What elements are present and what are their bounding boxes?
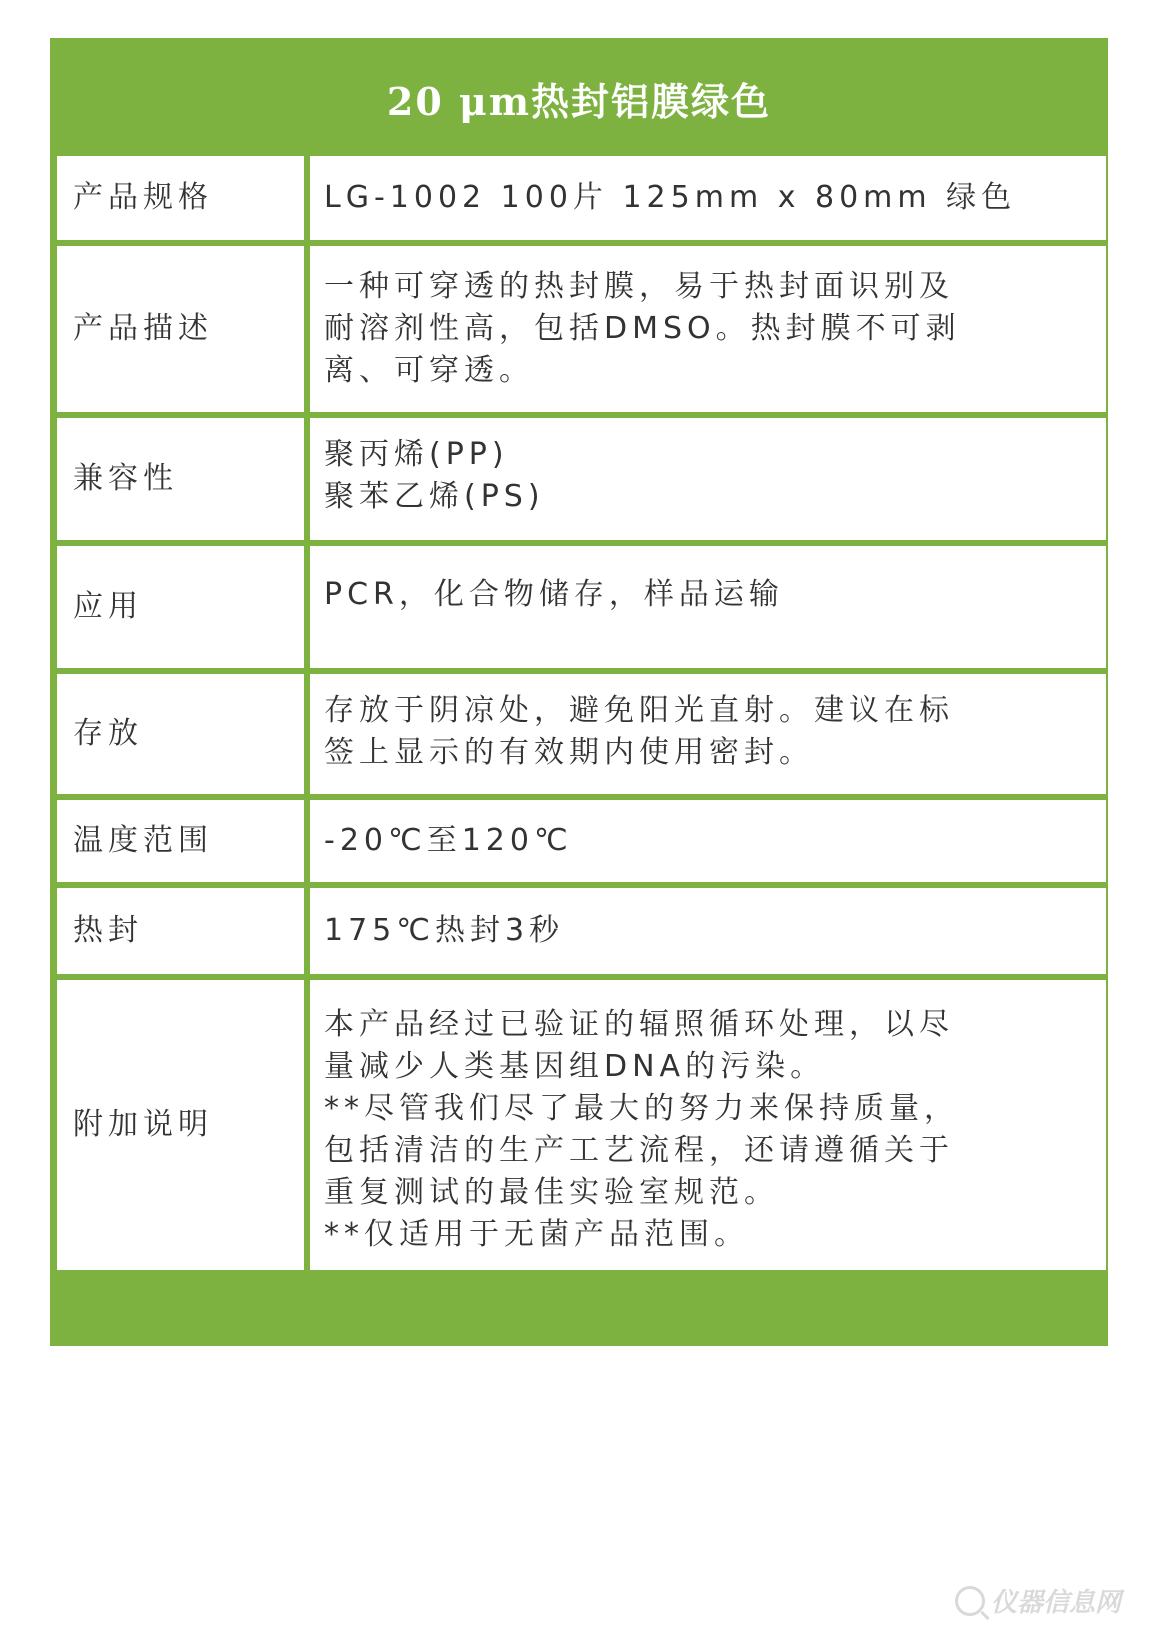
value-description: 一种可穿透的热封膜，易于热封面识别及 耐溶剂性高，包括DMSO。热封膜不可剥 离、可穿透。: [310, 246, 1106, 412]
label-compatibility: 兼容性: [57, 418, 304, 540]
label-notes: 附加说明: [57, 980, 304, 1270]
label-heat-seal: 热封: [57, 888, 304, 974]
label-description: 产品描述: [57, 246, 304, 412]
watermark: [955, 1582, 1121, 1619]
value-temperature: -20℃至120℃: [310, 800, 1106, 882]
label-spec: 产品规格: [57, 156, 304, 240]
value-spec: LG-1002 100片 125mm x 80mm 绿色: [310, 156, 1106, 240]
value-compatibility: 聚丙烯(PP) 聚苯乙烯(PS): [310, 418, 1106, 540]
label-temperature: 温度范围: [57, 800, 304, 882]
value-notes: 本产品经过已验证的辐照循环处理，以尽 量减少人类基因组DNA的污染。 **尽管我们尽了最大的努力来保持质量， 包括清洁的生产工艺流程，还请遵循关于 重复测试的最佳实验室规范。 **仅适用于无菌产品范围。: [310, 980, 1106, 1270]
label-storage: 存放: [57, 674, 304, 794]
watermark-text: 仪器信息网: [990, 1588, 1121, 1618]
label-application: 应用: [57, 546, 304, 668]
table-title: 20 μm热封铝膜绿色: [386, 78, 772, 124]
magnifier-icon: [955, 1586, 985, 1616]
value-storage: 存放于阴凉处，避免阳光直射。建议在标 签上显示的有效期内使用密封。: [310, 674, 1106, 794]
value-application: PCR，化合物储存，样品运输: [310, 546, 1106, 668]
spec-table: [50, 38, 1108, 1346]
value-heat-seal: 175℃热封3秒: [310, 888, 1106, 974]
